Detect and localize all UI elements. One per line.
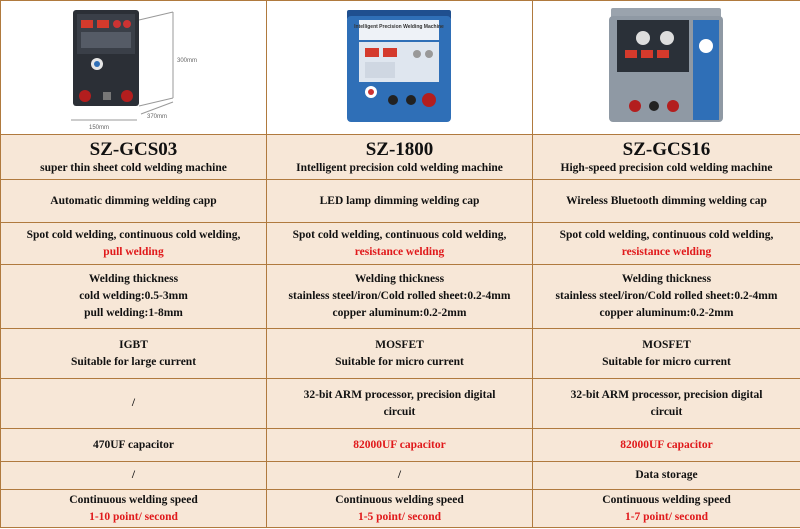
cap-row [1,180,800,223]
spec-cell: 470UF capacitor [1,429,267,462]
mode-text: Spot cold welding, continuous cold welding, [292,228,507,241]
spec-cell [1,490,267,528]
dimension-width: 150mm [89,124,110,131]
speed-label: Continuous welding speed [69,493,198,506]
machine-image-sz1800 [267,2,531,134]
thickness-value: stainless steel/iron/Cold rolled sheet:0.2-4mm [555,290,778,302]
spec-cell: / [1,462,267,490]
thickness-value: copper aluminum:0.2-2mm [599,307,734,319]
model-name: SZ-1800 [365,138,434,160]
spec-cell: LED lamp dimming welding cap [267,180,533,223]
spec-cell [1,223,267,265]
dimension-height: 300mm [177,57,198,64]
thickness-row [1,265,800,329]
thickness-value: stainless steel/iron/Cold rolled sheet:0.2-4mm [288,290,511,302]
power-note: Suitable for micro current [335,355,464,368]
spec-cell [533,329,800,379]
spec-cell: 82000UF capacitor [267,429,533,462]
processor-text: 32-bit ARM processor, precision digital [303,388,496,401]
panel-title: Intelligent Precision Welding Machine [354,23,444,30]
spec-cell [533,265,800,329]
mode-text: Spot cold welding, continuous cold welding, [26,228,241,241]
model-subtitle: High-speed precision cold welding machine [560,161,773,174]
speed-value: 1-5 point/ second [357,510,442,523]
thickness-label: Welding thickness [621,273,712,285]
speed-value: 1-7 point/ second [624,510,709,523]
spec-cell: Data storage [533,462,800,490]
power-note: Suitable for large current [70,355,197,368]
model-subtitle: super thin sheet cold welding machine [40,161,227,174]
thickness-label: Welding thickness [88,273,179,285]
mode-text: Spot cold welding, continuous cold welding, [559,228,774,241]
processor-text: circuit [650,405,683,418]
spec-cell [267,329,533,379]
spec-cell [533,223,800,265]
power-device: MOSFET [375,338,424,351]
thickness-label: Welding thickness [354,273,445,285]
product-image-cell [267,1,533,135]
machine-image-gcs03 [1,2,265,134]
model-subtitle: Intelligent precision cold welding machine [296,161,503,174]
spec-cell: / [267,462,533,490]
mode-row [1,223,800,265]
mode-highlight: pull welding [103,245,164,258]
spec-cell: Wireless Bluetooth dimming welding cap [533,180,800,223]
power-row [1,329,800,379]
thickness-value: copper aluminum:0.2-2mm [332,307,467,319]
processor-row [1,379,800,429]
mode-highlight: resistance welding [354,245,445,258]
thickness-value: pull welding:1-8mm [84,307,183,319]
speed-value: 1-10 point/ second [89,510,178,523]
speed-row [1,490,800,528]
machine-image-gcs16 [533,2,799,134]
spec-cell [1,329,267,379]
spec-cell: 82000UF capacitor [533,429,800,462]
model-cell [533,135,800,180]
spec-cell [267,223,533,265]
spec-cell [533,490,800,528]
speed-label: Continuous welding speed [335,493,464,506]
power-note: Suitable for micro current [602,355,731,368]
model-cell [1,135,267,180]
processor-text: circuit [383,405,416,418]
model-name: SZ-GCS16 [622,138,711,160]
image-row [1,1,800,135]
processor-text: / [131,397,136,409]
product-image-cell [533,1,800,135]
dimension-depth: 370mm [147,113,168,120]
storage-row [1,462,800,490]
capacitor-row [1,429,800,462]
spec-cell [1,379,267,429]
model-cell [267,135,533,180]
power-device: MOSFET [642,338,691,351]
spec-cell [267,379,533,429]
model-name: SZ-GCS03 [89,138,178,160]
model-row [1,135,800,180]
product-image-cell [1,1,267,135]
spec-cell [1,265,267,329]
spec-cell: Automatic dimming welding capp [1,180,267,223]
spec-cell [533,379,800,429]
spec-cell [267,490,533,528]
speed-label: Continuous welding speed [602,493,731,506]
spec-cell [267,265,533,329]
power-device: IGBT [119,338,148,351]
processor-text: 32-bit ARM processor, precision digital [570,388,763,401]
mode-highlight: resistance welding [621,245,712,258]
thickness-value: cold welding:0.5-3mm [79,290,188,302]
